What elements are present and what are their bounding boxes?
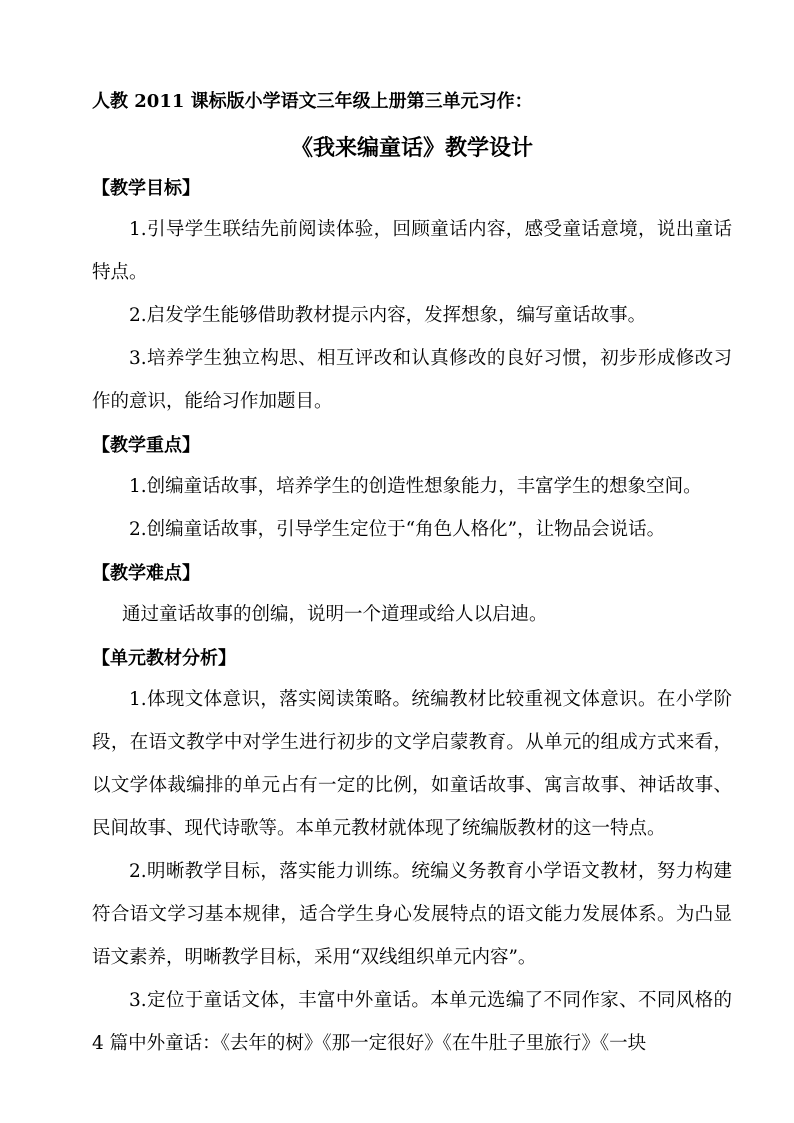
paragraph: 1.创编童话故事，培养学生的创造性想象能力，丰富学生的想象空间。 [129,476,702,497]
paragraph: 2.明晰教学目标，落实能力训练。统编义务教育小学语文教材，努力构建符合语文学习基本规律，适合学生身心发展特点的语文能力发展体系。为凸显语文素养，明晰教学目标，采用“双线组织单元内容”。 [92,861,732,968]
section-heading: 【教学重点】 [92,435,200,456]
section-teaching-objectives [92,174,732,423]
section-heading: 【教学难点】 [92,563,200,584]
paragraph: 通过童话故事的创编，说明一个道理或给人以启迪。 [122,604,548,625]
section-unit-analysis [92,644,732,1065]
paragraph: 1.引导学生联结先前阅读体验，回顾童话内容，感受童话意境，说出童话特点。 [92,219,732,283]
section-heading: 【教学目标】 [92,178,200,199]
pre-title: 人教 2011 课标版小学语文三年级上册第三单元习作： [92,91,533,112]
document-body [92,84,732,1065]
paragraph: 2.创编童话故事，引导学生定位于“角色人格化”，让物品会说话。 [129,519,666,540]
paragraph: 1.体现文体意识，落实阅读策略。统编教材比较重视文体意识。在小学阶段，在语文教学中对学生进行初步的文学启蒙教育。从单元的组成方式来看，以文学体裁编排的单元占有一定的比例，如童话故事、寓言故事、神话故事、民间故事、现代诗歌等。本单元教材就体现了统编版教材的这一特点。 [92,689,732,839]
paragraph: 3.培养学生独立构思、相互评改和认真修改的良好习惯，初步形成修改习作的意识，能给习作加题目。 [92,348,732,412]
section-difficulties [92,559,732,636]
paragraph: 3.定位于童话文体，丰富中外童话。本单元选编了不同作家、不同风格的 4 篇中外童话：《去年的树》《那一定很好》《在牛肚子里旅行》《一块 [92,990,732,1054]
document-title: 《我来编童话》教学设计 [290,135,533,161]
section-key-points [92,431,732,551]
section-heading: 【单元教材分析】 [92,648,236,669]
paragraph: 2.启发学生能够借助教材提示内容，发挥想象，编写童话故事。 [129,305,647,326]
